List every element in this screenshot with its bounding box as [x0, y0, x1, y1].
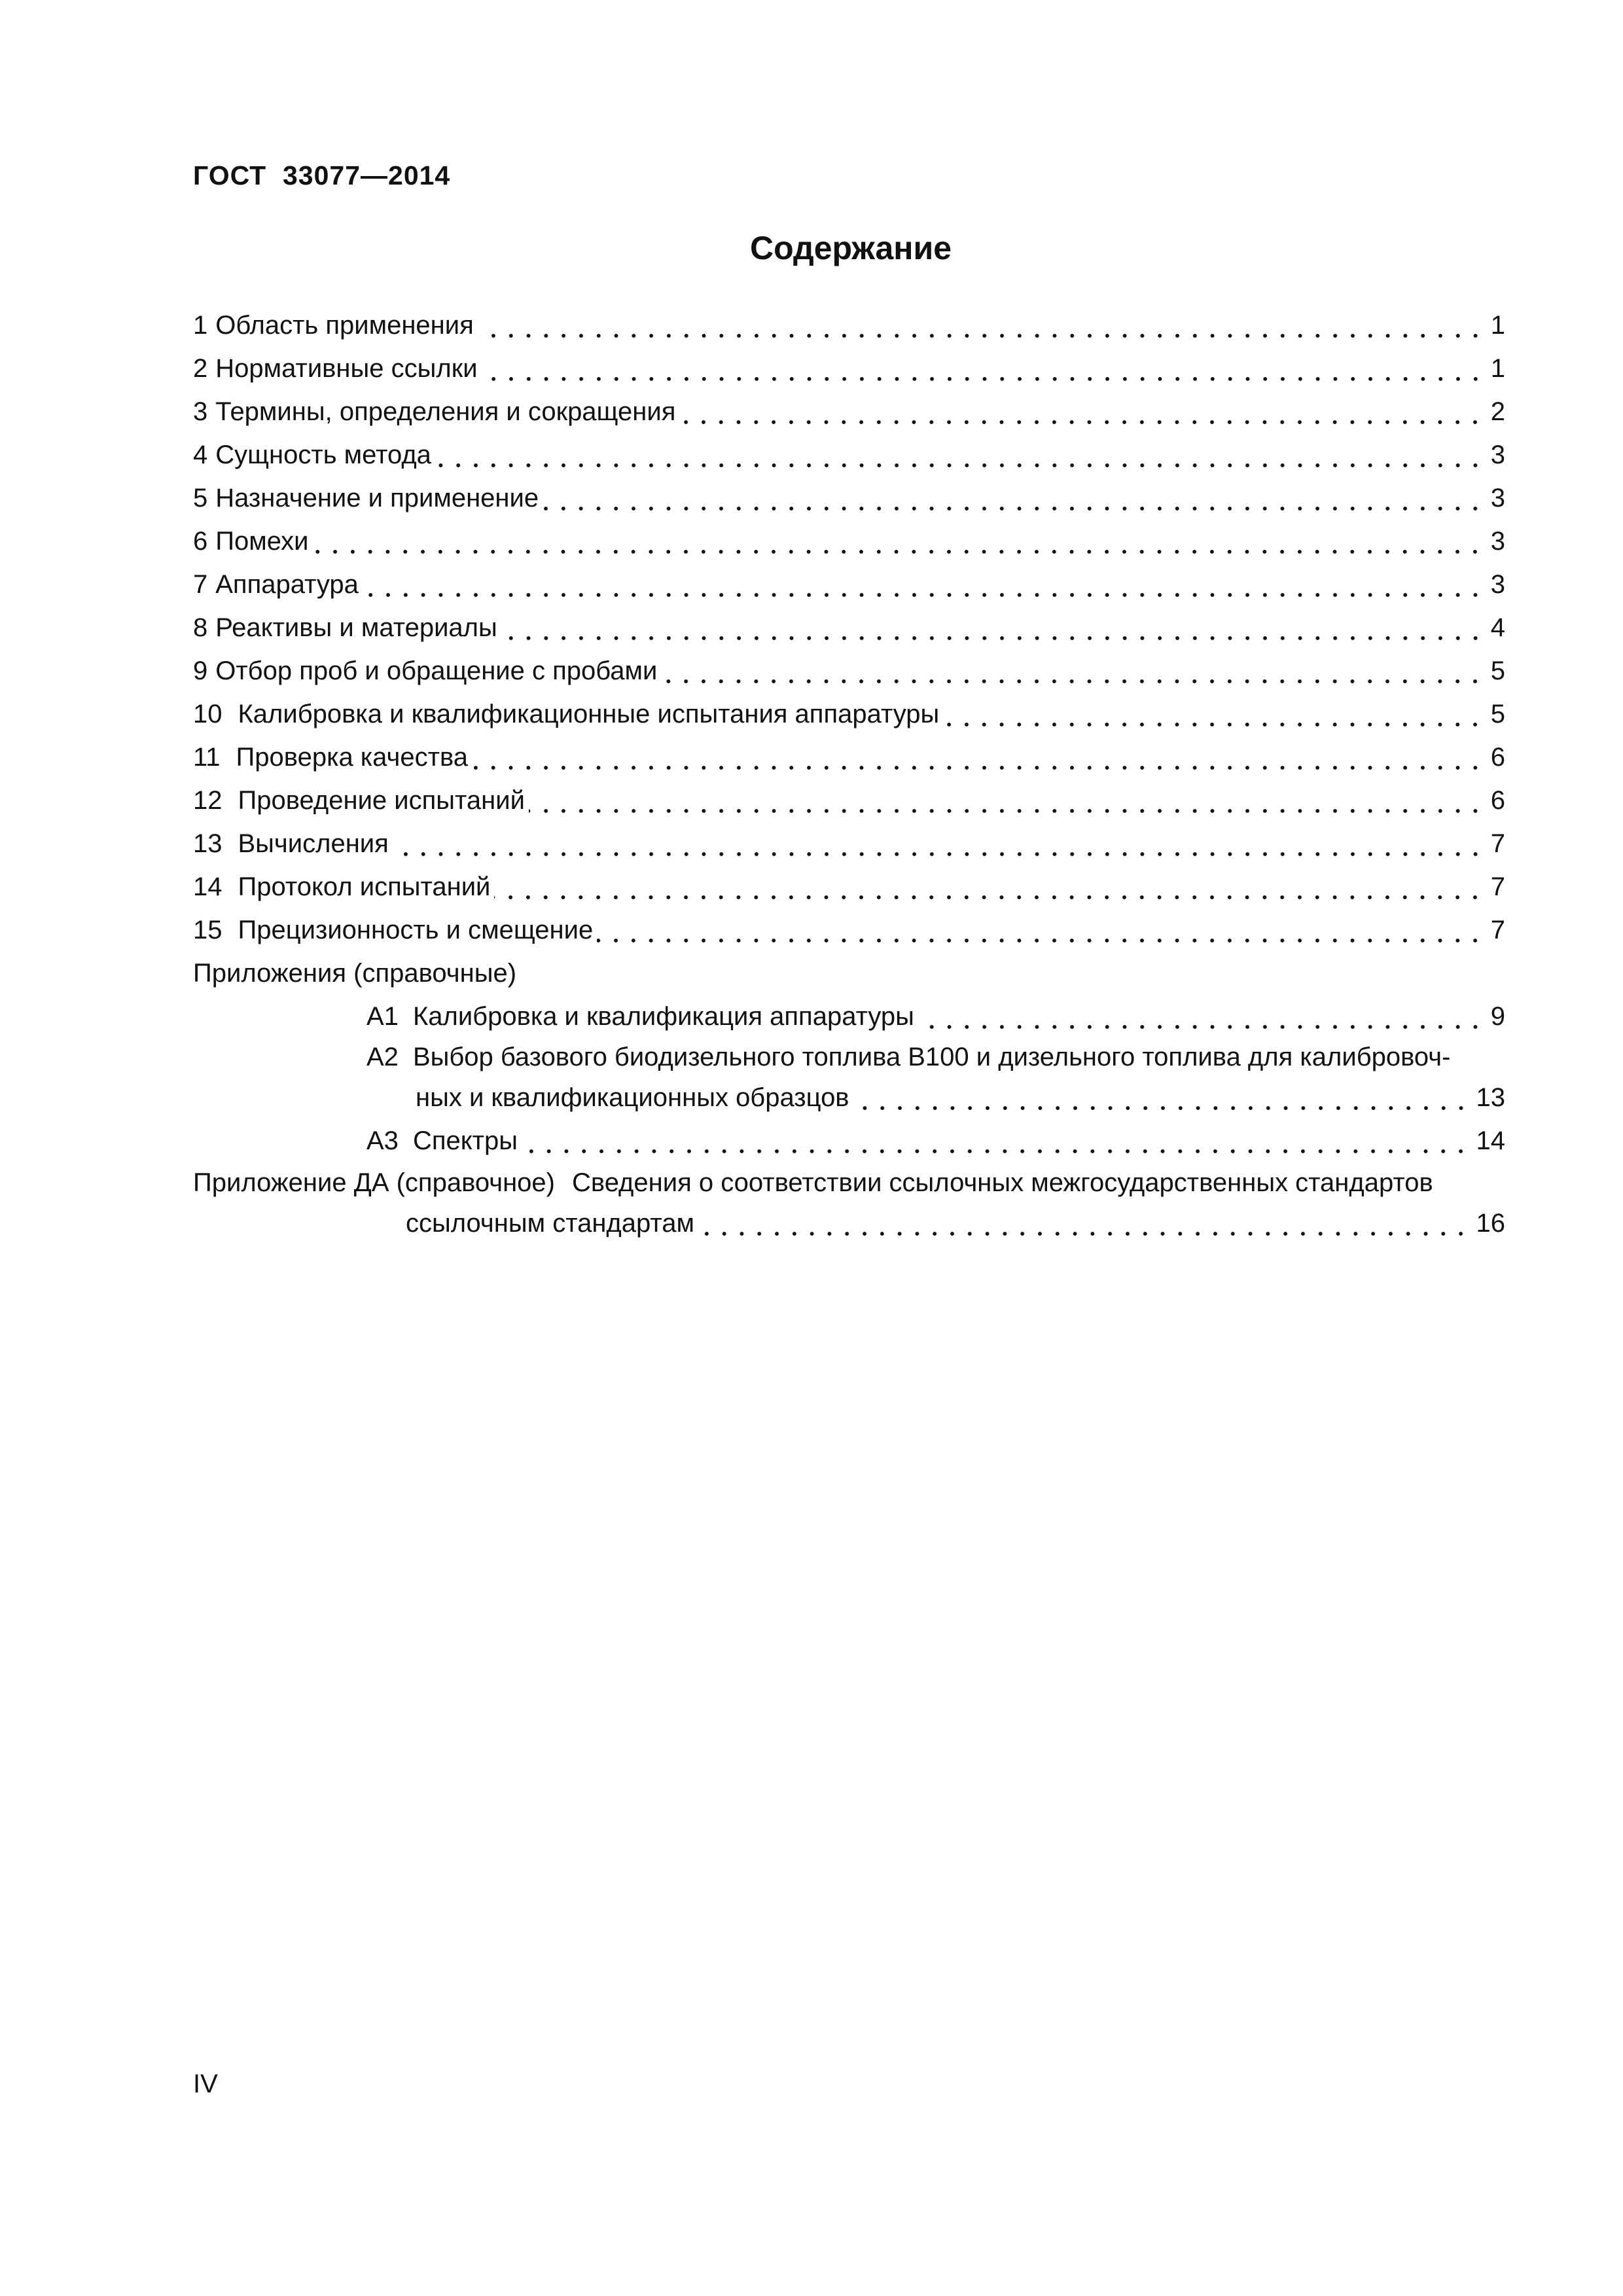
toc-entry-page: 3	[1490, 570, 1505, 599]
toc-entry-page: 7	[1490, 829, 1505, 858]
dot-leader	[661, 655, 1484, 687]
toc-entry-number: А1	[366, 1002, 399, 1031]
dot-leader	[543, 482, 1484, 514]
dot-leader	[435, 439, 1484, 471]
standard-header: ГОСТ 33077—2014	[193, 160, 451, 190]
toc-entry-2[interactable]	[193, 341, 1505, 384]
appendix-da-label: Приложение ДА (справочное)	[193, 1168, 555, 1197]
toc-entry-page: 3	[1490, 484, 1505, 512]
toc-entry-title: Назначение и применение	[215, 484, 539, 512]
toc-entry-page: 1	[1490, 311, 1505, 340]
toc-entry-title: Проведение испытаний	[238, 786, 525, 815]
toc-entry-title: Термины, определения и сокращения	[215, 397, 676, 426]
toc-entry-page: 5	[1490, 700, 1505, 728]
toc-entry-page: 7	[1490, 872, 1505, 901]
toc-entry-12[interactable]	[193, 773, 1505, 816]
toc-entry-page: 6	[1490, 786, 1505, 815]
toc-entry-page: 14	[1476, 1126, 1505, 1155]
toc-entry-number: А3	[366, 1126, 399, 1155]
toc-entry-page: 4	[1490, 613, 1505, 642]
toc-entry-page: 3	[1490, 440, 1505, 469]
toc-entry-title: Область применения	[215, 311, 474, 340]
dot-leader	[522, 1125, 1470, 1157]
toc-entry-page: 5	[1490, 656, 1505, 685]
toc-entry-title: Отбор проб и обращение с пробами	[215, 656, 658, 685]
dot-leader	[501, 612, 1484, 643]
toc-entry-number: 3	[193, 397, 208, 426]
toc-appendix-da[interactable]	[193, 1157, 1505, 1239]
toc-entry-7[interactable]	[193, 557, 1505, 600]
toc-entry-title: Нормативные ссылки	[215, 354, 478, 383]
toc-entry-number: 15	[193, 916, 223, 944]
toc-entry-9[interactable]	[193, 643, 1505, 687]
toc-entry-title: Аппаратура	[215, 570, 359, 599]
toc-entry-title-continued: ссылочным стандартам	[406, 1209, 694, 1238]
toc-entry-6[interactable]	[193, 514, 1505, 557]
toc-entry-8[interactable]	[193, 600, 1505, 643]
toc-entry-page: 13	[1476, 1083, 1505, 1112]
toc-entry-1[interactable]	[193, 298, 1505, 341]
toc-appendix-a3[interactable]	[193, 1113, 1505, 1157]
toc-entry-number: 2	[193, 354, 208, 383]
page-title: Содержание	[749, 230, 952, 266]
appendices-heading: Приложения (справочные)	[193, 959, 517, 988]
toc-entry-page: 16	[1476, 1209, 1505, 1238]
dot-leader	[853, 1082, 1470, 1113]
toc-entry-page: 9	[1490, 1002, 1505, 1031]
toc-entry-title: Прецизионность и смещение	[238, 916, 594, 944]
toc-entry-number: 10	[193, 700, 223, 728]
toc-entry-13[interactable]	[193, 816, 1505, 859]
toc-entry-number: 9	[193, 656, 208, 685]
toc-entry-number: А2	[366, 1043, 399, 1071]
toc-entry-number: 12	[193, 786, 223, 815]
toc-entry-5[interactable]	[193, 471, 1505, 514]
dot-leader	[478, 310, 1484, 341]
dot-leader	[943, 698, 1484, 730]
toc-entry-4[interactable]	[193, 427, 1505, 471]
toc-entry-title: Помехи	[215, 527, 309, 556]
toc-entry-11[interactable]	[193, 730, 1505, 773]
toc-entry-14[interactable]	[193, 859, 1505, 903]
dot-leader	[494, 871, 1484, 903]
dot-leader	[363, 569, 1484, 600]
dot-leader	[312, 526, 1484, 557]
toc-entry-number: 13	[193, 829, 223, 858]
toc-entry-page: 7	[1490, 916, 1505, 944]
toc-appendix-a1[interactable]	[193, 989, 1505, 1032]
toc-entry-title: Калибровка и квалификационные испытания аппаратуры	[238, 700, 940, 728]
dot-leader	[529, 785, 1484, 816]
toc-entry-page: 6	[1490, 743, 1505, 772]
toc-entry-10[interactable]	[193, 687, 1505, 730]
dot-leader	[698, 1208, 1470, 1239]
toc-entry-title: Сущность метода	[215, 440, 431, 469]
toc-appendix-a2[interactable]	[193, 1032, 1505, 1113]
toc-entry-page: 1	[1490, 354, 1505, 383]
dot-leader	[393, 828, 1484, 859]
toc-entry-title: Сведения о соответствии ссылочных межгосударственных стандартов	[572, 1168, 1433, 1197]
toc-entry-title: Спектры	[412, 1126, 518, 1155]
toc-entry-number: 14	[193, 872, 223, 901]
toc-entry-title: Протокол испытаний	[238, 872, 491, 901]
table-of-contents	[193, 298, 1505, 1239]
toc-entry-title: Проверка качества	[236, 743, 469, 772]
dot-leader	[482, 353, 1484, 384]
toc-entry-title-continued: ных и квалификационных образцов	[416, 1083, 849, 1112]
toc-entry-page: 2	[1490, 397, 1505, 426]
toc-entry-number: 5	[193, 484, 208, 512]
toc-entry-number: 11	[193, 743, 221, 772]
toc-entry-number: 4	[193, 440, 208, 469]
toc-entry-number: 8	[193, 613, 208, 642]
page-number: IV	[193, 2070, 218, 2098]
dot-leader	[472, 742, 1484, 773]
toc-entry-page: 3	[1490, 527, 1505, 556]
toc-entry-title: Выбор базового биодизельного топлива В100 и дизельного топлива для калибровоч-	[412, 1043, 1451, 1071]
dot-leader	[918, 1001, 1484, 1032]
toc-entry-title: Калибровка и квалификация аппаратуры	[412, 1002, 914, 1031]
toc-entry-title: Реактивы и материалы	[215, 613, 497, 642]
toc-entry-number: 1	[193, 311, 208, 340]
dot-leader	[679, 396, 1484, 427]
toc-entry-3[interactable]	[193, 384, 1505, 427]
toc-entry-title: Вычисления	[238, 829, 389, 858]
toc-entry-15[interactable]	[193, 903, 1505, 946]
toc-entry-number: 6	[193, 527, 208, 556]
toc-entry-number: 7	[193, 570, 208, 599]
dot-leader	[597, 914, 1484, 946]
